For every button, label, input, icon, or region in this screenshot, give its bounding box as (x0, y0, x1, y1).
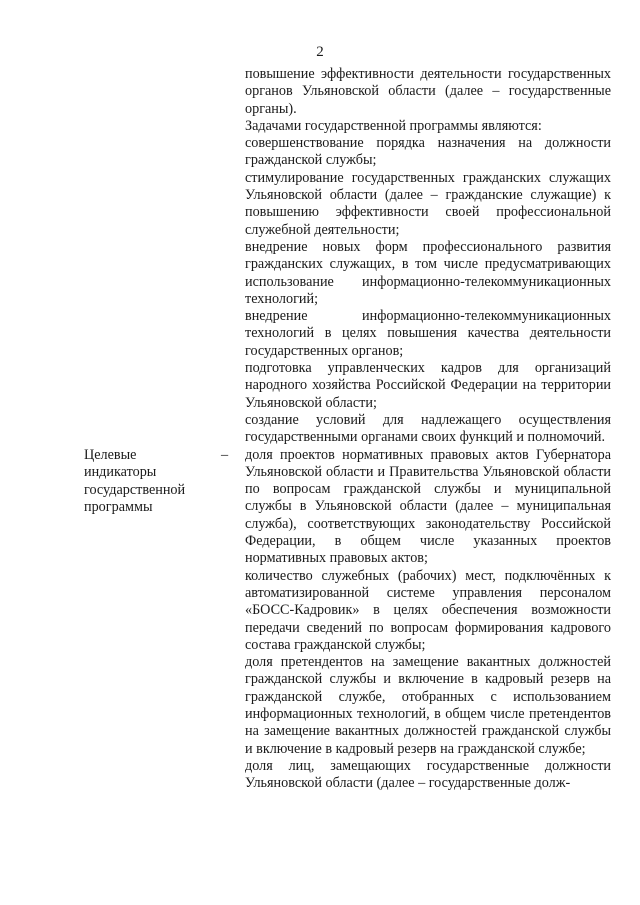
label-line: государственной (84, 481, 186, 498)
paragraph: количество служебных (рабочих) мест, подключённых к автоматизированной системе управления персоналом «БОСС-Кадровик» в целях обеспечения возможности передачи сведений по вопросам формирования кадрового состава гражданской службы; (245, 567, 611, 653)
paragraph: подготовка управленческих кадров для организаций народного хозяйства Российской Федерации на территории Ульяновской области; (245, 360, 611, 411)
page-number: 2 (316, 44, 324, 60)
paragraph: создание условий для надлежащего осуществления государственными органами своих функций и полномочий. (245, 411, 611, 446)
paragraph: повышение эффективности деятельности государственных органов Ульяновской области (далее – государственные органы). (245, 66, 611, 117)
paragraph: совершенствование порядка назначения на должности гражданской службы; (245, 135, 611, 169)
target-indicators-section (245, 447, 611, 793)
target-indicators-label (84, 447, 224, 516)
paragraph: стимулирование государственных гражданских служащих Ульяновской области (далее – гражданские служащие) к повышению эффективности своей профессиональной служебной деятельности; (245, 169, 611, 238)
main-text-column (245, 66, 611, 792)
program-goals-section (245, 66, 611, 447)
paragraph: внедрение информационно-телекоммуникационных технологий в целях повышения качества деятельности государственных органов; (245, 308, 611, 359)
paragraph: внедрение новых форм профессионального развития гражданских служащих, в том числе предусматривающих использование информационно-телекоммуникационных технологий; (245, 238, 611, 307)
label-line: индикаторы (84, 464, 157, 481)
paragraph: доля проектов нормативных правовых актов Губернатора Ульяновской области и Правительства Ульяновской области по вопросам гражданской службы и муниципальной службы в Ульяновской области (далее – муниципальная служба), соответствующих законодательству Российской Федерации, в общем числе указанных проектов нормативных правовых актов; (245, 446, 611, 567)
label-line: Целевые (84, 447, 137, 463)
paragraph: доля лиц, замещающих государственные должности Ульяновской области (далее – государственные долж- (245, 757, 611, 792)
paragraph: доля претендентов на замещение вакантных должностей гражданской службы и включение в кадровый резерв на гражданской службе, отобранных с использованием информационных технологий, в общем числе претендентов на замещение вакантных должностей гражданской службы и включение в кадровый резерв на гражданской службе; (245, 654, 611, 757)
paragraph: Задачами государственной программы являются: (245, 117, 542, 134)
label-line: программы (84, 498, 153, 515)
label-dash: – (221, 447, 229, 463)
